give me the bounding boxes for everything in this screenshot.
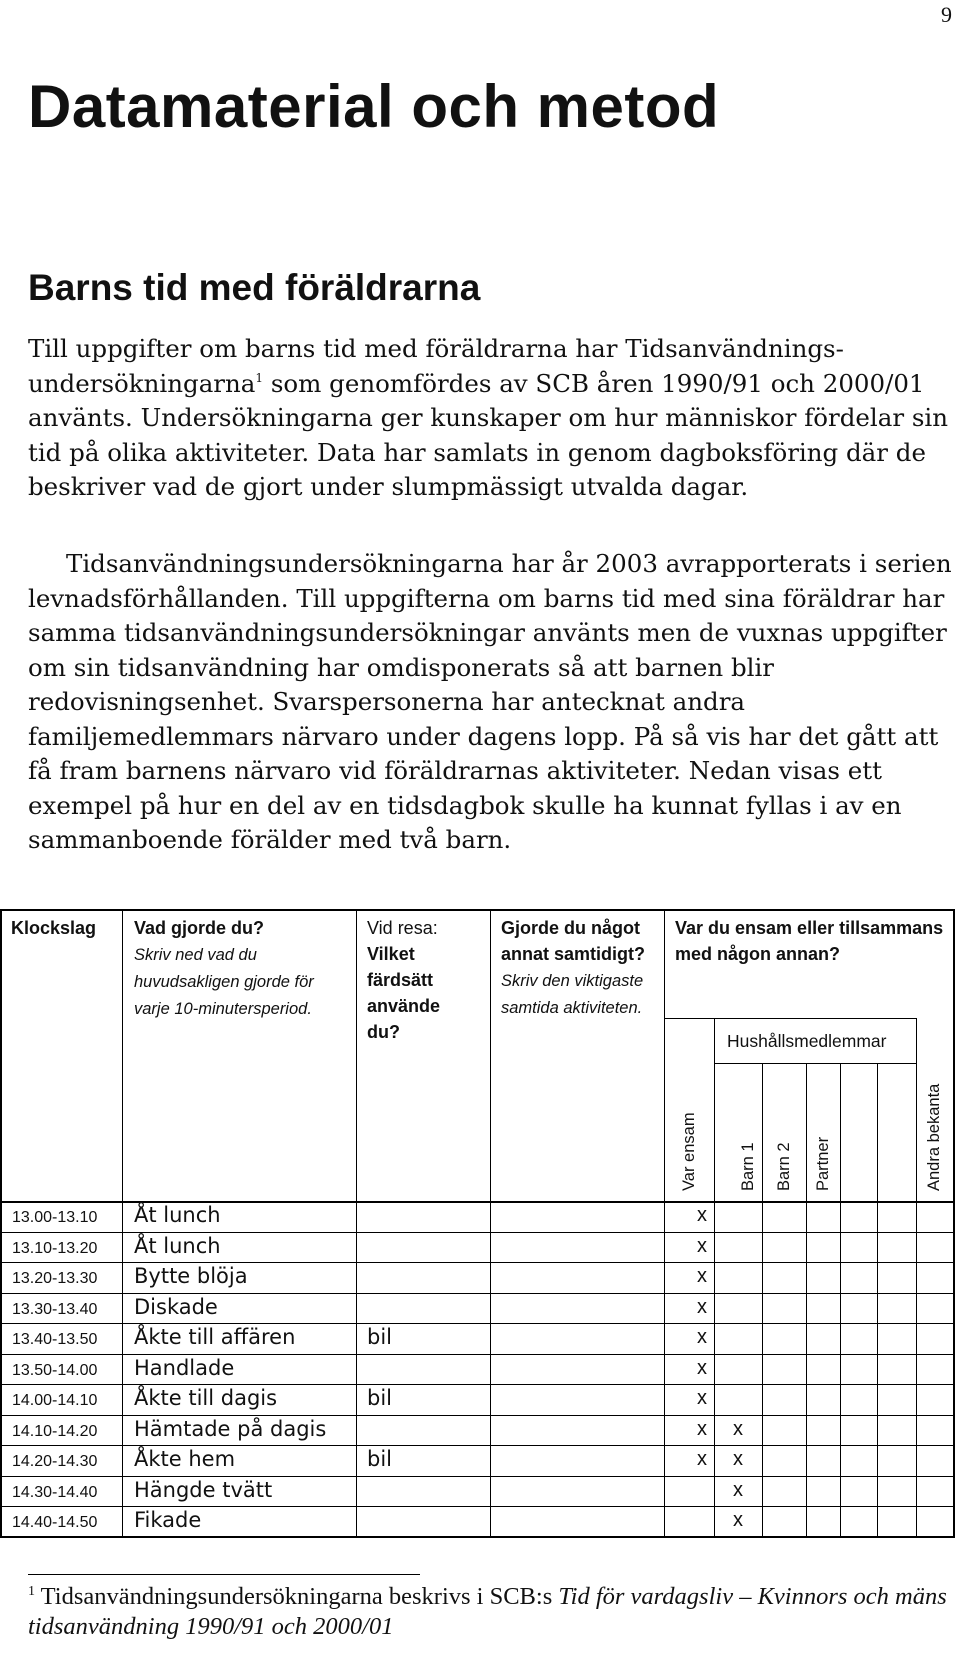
table-row <box>0 1415 955 1446</box>
table-row <box>0 1293 955 1324</box>
table-row <box>0 1445 955 1476</box>
row-child1-mark: x <box>697 1204 707 1226</box>
header-simul-hint: Skriv den viktigaste samtida aktiviteten. <box>501 972 644 1017</box>
table-border-top <box>0 909 955 911</box>
table-row <box>0 1506 955 1537</box>
table-row <box>0 1232 955 1263</box>
row-activity: Hämtade på dagis <box>134 1416 327 1441</box>
row-child1-mark: x <box>697 1234 707 1257</box>
row-time: 13.40-13.50 <box>12 1331 98 1348</box>
section-heading: Barns tid med föräldrarna <box>28 267 481 308</box>
row-divider <box>0 1232 955 1233</box>
row-activity: Handlade <box>134 1355 235 1380</box>
row-activity: Hängde tvätt <box>134 1477 273 1502</box>
row-child1-mark: x <box>697 1356 707 1379</box>
row-time: 14.30-14.40 <box>12 1483 98 1501</box>
header-household: Hushållsmedlemmar <box>727 1031 887 1051</box>
row-divider <box>0 1323 955 1324</box>
paragraph-2-text: Tidsanvändningsundersökningarna har år 2003 avrapporterats i serien levnadsförhållanden. Till uppgifterna om barns tid med sina föräldrar har samma tidsanvändningsundersökningar använts men de vuxnas uppgifter om sin tidsanvändning har omdisponerats så att barnen blir redovisningsenhet. Svarspersonerna har antecknat andra familjemedlemmars närvaro under dagens lopp. På så vis har det gått att få fram barnens närvaro vid föräldrarnas aktiviteter. Nedan visas ett exempel på hur en del av en tidsdagbok skulle ha kunnat fyllas i av en sammanboende förälder med två barn. <box>28 549 952 854</box>
row-child2-mark: x <box>733 1478 743 1501</box>
row-divider <box>0 1354 955 1355</box>
row-child2-mark: x <box>733 1448 743 1470</box>
row-divider <box>0 1506 955 1507</box>
table-row <box>0 1384 955 1415</box>
header-travel-b: Vilket färdsätt använde du? <box>367 944 441 1042</box>
subheader-alone: Var ensam <box>680 1112 698 1191</box>
table-row <box>0 1354 955 1385</box>
header-activity <box>134 915 349 1022</box>
row-child1-mark: x <box>697 1326 707 1348</box>
row-time: 13.00-13.10 <box>12 1209 98 1226</box>
footnote-italic: Tid för vardagsliv – Kvinnors och mäns tidsanvändning 1990/91 och 2000/01 <box>28 1583 947 1640</box>
paragraph-1-text-a: Till uppgifter om barns tid med föräldrarna har Tidsanvändnings-undersökningarna <box>28 334 844 398</box>
row-activity: Åkte hem <box>134 1447 236 1471</box>
header-activity-hint: Skriv ned vad du huvudsakligen gjorde för varje 10-minutersperiod. <box>134 946 314 1018</box>
subheader-partner: Partner <box>814 1136 832 1191</box>
table-row <box>0 1262 955 1293</box>
subheader-others: Andra bekanta <box>925 1083 943 1191</box>
row-time: 14.40-14.50 <box>12 1514 98 1531</box>
household-sub-line <box>714 1063 916 1064</box>
footnote-divider <box>28 1574 420 1575</box>
row-time: 13.30-13.40 <box>12 1300 98 1318</box>
header-activity-title: Vad gjorde du? <box>134 918 265 938</box>
row-child2-mark: x <box>733 1509 743 1531</box>
row-time: 13.20-13.30 <box>12 1270 98 1287</box>
subheader-child2: Barn 2 <box>775 1142 793 1191</box>
footnote-text: Tidsanvändningsundersökningarna beskrivs i SCB:s <box>35 1583 559 1610</box>
row-travel: bil <box>367 1447 392 1471</box>
row-child1-mark: x <box>697 1265 707 1287</box>
header-travel-a: Vid resa: <box>367 918 438 938</box>
footnote-ref: 1 <box>255 370 264 385</box>
row-activity: Åkte till dagis <box>134 1386 278 1410</box>
row-time: 14.00-14.10 <box>12 1392 98 1409</box>
row-activity: Åt lunch <box>134 1203 221 1227</box>
row-activity: Bytte blöja <box>134 1264 248 1288</box>
table-row <box>0 1476 955 1507</box>
row-divider <box>0 1415 955 1416</box>
row-activity: Diskade <box>134 1294 218 1319</box>
row-travel: bil <box>367 1325 392 1349</box>
footnote <box>28 1582 958 1642</box>
row-child1-mark: x <box>697 1295 707 1318</box>
row-activity: Fikade <box>134 1508 202 1532</box>
paragraph-1-text-b: som genomfördes av SCB åren 1990/91 och 2000/01 använts. Undersökningarna ger kunskaper om hur människor fördelar sin tid på olika aktiviteter. Data har samlats in genom dagboksföring där de beskriver vad de gjort under slumpmässigt utvalda dagar. <box>28 368 949 501</box>
row-divider <box>0 1262 955 1263</box>
row-child1-mark: x <box>697 1417 707 1440</box>
header-company: Var du ensam eller tillsammans med någon annan? <box>675 918 944 964</box>
header-simultaneous <box>501 915 661 1021</box>
household-top-line <box>664 1018 917 1019</box>
row-child2-mark: x <box>733 1417 743 1440</box>
table-row <box>0 1323 955 1354</box>
subheader-child1: Barn 1 <box>739 1142 757 1191</box>
paragraph-2 <box>28 547 953 858</box>
row-child1-mark: x <box>697 1448 707 1470</box>
row-time: 14.20-14.30 <box>12 1453 98 1470</box>
table-row <box>0 1201 955 1232</box>
row-travel: bil <box>367 1386 392 1410</box>
header-simul-title: Gjorde du något annat samtidigt? <box>501 918 646 964</box>
row-time: 13.50-14.00 <box>12 1361 98 1379</box>
row-divider <box>0 1293 955 1294</box>
footnote-number: 1 <box>28 1584 35 1599</box>
row-divider <box>0 1384 955 1385</box>
page-title: Datamaterial och metod <box>28 73 720 140</box>
row-time: 14.10-14.20 <box>12 1422 98 1440</box>
row-divider <box>0 1476 955 1477</box>
page-number: 9 <box>941 2 952 27</box>
row-divider <box>0 1445 955 1446</box>
row-child1-mark: x <box>697 1387 707 1409</box>
header-klockslag: Klockslag <box>11 918 97 938</box>
row-time: 13.10-13.20 <box>12 1239 98 1257</box>
row-activity: Åkte till affären <box>134 1325 296 1349</box>
paragraph-1 <box>28 332 953 505</box>
header-travel <box>367 915 477 1045</box>
diary-table <box>0 909 955 1538</box>
row-activity: Åt lunch <box>134 1233 221 1258</box>
